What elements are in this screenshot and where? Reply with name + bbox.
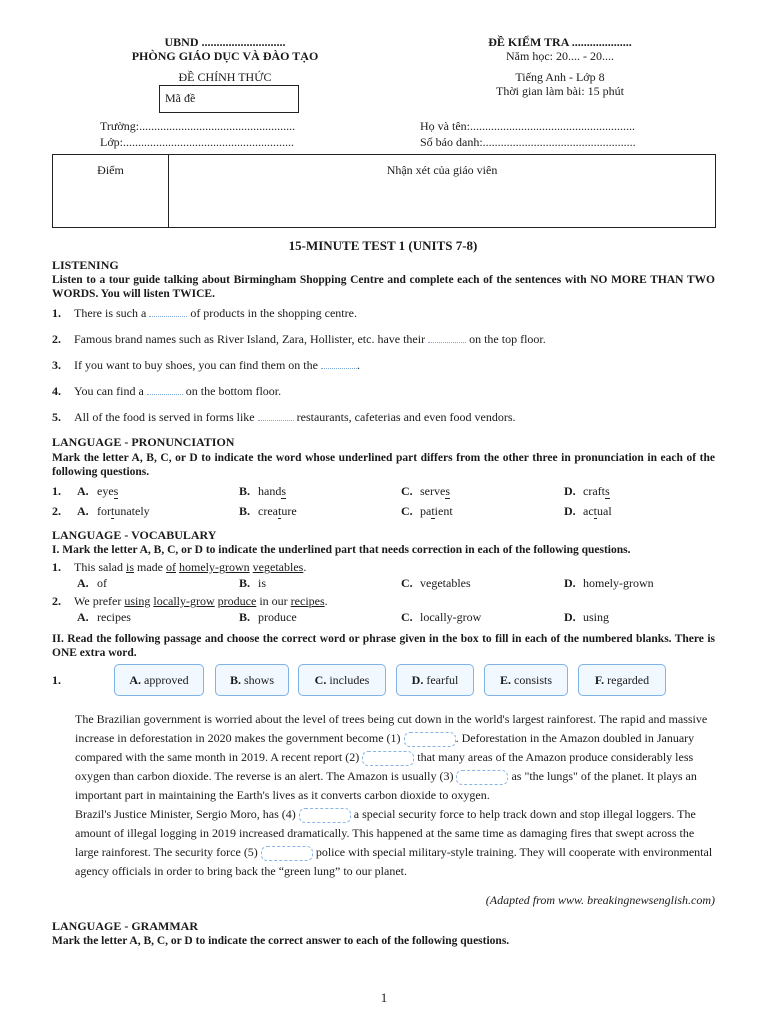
- exam-code-box: [159, 85, 299, 113]
- option-a-word: of: [97, 576, 107, 590]
- header-ubnd: UBND ............................: [164, 35, 286, 49]
- item-number: 1.: [52, 306, 61, 320]
- listening-item-4: [52, 382, 281, 399]
- word-option-f[interactable]: [578, 664, 666, 696]
- name-field: Họ và tên:.......................................................: [420, 119, 635, 133]
- option-d-letter[interactable]: D.: [564, 610, 576, 624]
- option-letter: D.: [411, 672, 424, 687]
- item-text: restaurants, cafeterias and even food vendors.: [296, 410, 516, 424]
- option-d-letter[interactable]: D.: [564, 484, 576, 498]
- answer-blank[interactable]: [147, 382, 183, 395]
- option-d-letter[interactable]: D.: [564, 504, 576, 518]
- question-number: 1.: [52, 484, 61, 498]
- option-letter: B.: [229, 672, 241, 687]
- option-c-word: locally-grow: [420, 610, 482, 624]
- listening-item-5: [52, 408, 516, 425]
- option-word: consists: [514, 672, 553, 687]
- option-a-word: recipes: [97, 610, 131, 624]
- option-c-letter[interactable]: C.: [401, 610, 413, 624]
- option-letter: A.: [129, 672, 141, 687]
- word-option-b[interactable]: [215, 664, 289, 696]
- score-label: Điểm: [97, 163, 124, 177]
- option-letter: E.: [499, 672, 511, 687]
- option-a-word: eyes: [97, 484, 119, 498]
- pronunciation-heading: LANGUAGE - PRONUNCIATION: [52, 435, 235, 449]
- option-a-letter[interactable]: A.: [77, 504, 89, 518]
- score-table: [52, 154, 716, 228]
- option-b-letter[interactable]: B.: [239, 504, 251, 518]
- class-field: Lớp:.........................................................: [100, 135, 295, 149]
- header-duration: Thời gian làm bài: 15 phút: [496, 84, 624, 98]
- answer-blank[interactable]: [149, 304, 187, 317]
- item-number: 2.: [52, 332, 61, 346]
- vocabulary-q2-sentence: 2. We prefer using locally-grow produce in our recipes.: [52, 594, 328, 608]
- option-c-letter[interactable]: C.: [401, 484, 413, 498]
- option-word: shows: [244, 672, 275, 687]
- listening-item-3: [52, 356, 360, 373]
- option-b-word: produce: [258, 610, 297, 624]
- option-b-word: creature: [258, 504, 297, 518]
- word-box-number: 1.: [52, 673, 61, 687]
- option-b-word: is: [258, 576, 267, 590]
- option-a-letter[interactable]: A.: [77, 610, 89, 624]
- option-c-word: serves: [420, 484, 450, 498]
- option-letter: C.: [314, 672, 327, 687]
- vocabulary-heading: LANGUAGE - VOCABULARY: [52, 528, 217, 542]
- option-a-letter[interactable]: A.: [77, 576, 89, 590]
- item-text: on the bottom floor.: [185, 384, 282, 398]
- item-text: on the top floor.: [469, 332, 546, 346]
- pronunciation-instruction: Mark the letter A, B, C, or D to indicate the word whose underlined part differs from the other three in pronunciation in each of the following questions.: [52, 452, 715, 478]
- vocabulary-q1-sentence: 1. This salad is made of homely-grown vegetables.: [52, 560, 307, 574]
- question-number: 2.: [52, 594, 61, 608]
- item-number: 5.: [52, 410, 61, 424]
- test-title: 15-MINUTE TEST 1 (UNITS 7-8): [288, 238, 478, 253]
- reading-passage: The Brazilian government is worried about the level of trees being cut down in the world's largest rainforest. The rapid and massive increase in deforestation in 2020 makes the government become (1) . Deforestation in the Amazon doubled in January compared with the same month in 2019. A recent report (2) that many areas of the Amazon produce considerably less oxygen than carbon dioxide. The reverse is an alert. The Amazon is usually (3) as "the lungs" of the planet. It plays an important part in maintaining the Earth's lives as it converts carbon dioxide to oxygen. Brazil's Justice Minister, Sergio Moro, has (4) a special security force to help track down and stop illegal loggers. The amount of illegal logging in 2019 increased dramatically. This happened at the same time as damaging fires that swept across the large rainforest. The security force (5) police with special military-style training. They will cooperate with environmental agency officials in order to bring back the “green lung” to our planet.: [75, 712, 713, 878]
- vocabulary-instruction-1: I. Mark the letter A, B, C, or D to indicate the underlined part that needs correction in each of the following questions.: [52, 544, 631, 556]
- passage-blank-4[interactable]: [299, 808, 351, 823]
- option-d-word: using: [583, 610, 610, 624]
- header-test: ĐỀ KIỂM TRA ....................: [488, 35, 632, 49]
- page-number: 1: [380, 990, 388, 1005]
- listening-instruction: Listen to a tour guide talking about Birmingham Shopping Centre and complete each of the sentences with NO MORE THAN TWO WORDS. You will listen TWICE.: [52, 274, 715, 300]
- listening-heading: LISTENING: [52, 258, 119, 272]
- option-c-letter[interactable]: C.: [401, 576, 413, 590]
- option-c-letter[interactable]: C.: [401, 504, 413, 518]
- option-a-word: fortunately: [97, 504, 150, 518]
- item-text: .: [356, 358, 360, 372]
- option-d-word: crafts: [583, 484, 610, 498]
- item-text: Famous brand names such as River Island, Zara, Hollister, etc. have their: [74, 332, 426, 346]
- item-number: 4.: [52, 384, 61, 398]
- option-c-word: vegetables: [420, 576, 471, 590]
- item-text: You can find a: [74, 384, 144, 398]
- grammar-heading: LANGUAGE - GRAMMAR: [52, 919, 198, 933]
- option-c-word: patient: [420, 504, 453, 518]
- word-option-c[interactable]: [298, 664, 386, 696]
- option-b-letter[interactable]: B.: [239, 610, 251, 624]
- candidate-number-field: Số báo danh:...................................................: [420, 135, 636, 149]
- item-number: 3.: [52, 358, 61, 372]
- word-option-d[interactable]: [396, 664, 474, 696]
- option-word: approved: [144, 672, 189, 687]
- question-number: 1.: [52, 560, 61, 574]
- item-text: If you want to buy shoes, you can find them on the: [74, 358, 318, 372]
- header-school-year: Năm học: 20.... - 20....: [506, 49, 614, 63]
- exam-code-label: Mã đề: [165, 91, 196, 105]
- item-text: of products in the shopping centre.: [190, 306, 357, 320]
- option-d-word: homely-grown: [583, 576, 654, 590]
- option-b-letter[interactable]: B.: [239, 484, 251, 498]
- option-b-word: hands: [258, 484, 286, 498]
- passage-blank-5[interactable]: [261, 846, 313, 861]
- passage-source: (Adapted from www. breakingnewsenglish.com): [485, 893, 715, 907]
- passage-blank-3[interactable]: [456, 770, 508, 785]
- option-letter: F.: [594, 672, 605, 687]
- word-option-e[interactable]: [484, 664, 568, 696]
- option-b-letter[interactable]: B.: [239, 576, 251, 590]
- option-word: includes: [329, 672, 370, 687]
- answer-blank[interactable]: [321, 356, 357, 369]
- item-text: All of the food is served in forms like: [74, 410, 255, 424]
- header-official: ĐỀ CHÍNH THỨC: [178, 70, 272, 84]
- teacher-comment-label: Nhận xét của giáo viên: [386, 163, 498, 177]
- option-word: regarded: [607, 672, 650, 687]
- passage-blank-2[interactable]: [362, 751, 414, 766]
- header-subject: Tiếng Anh - Lớp 8: [515, 70, 605, 84]
- answer-blank[interactable]: [428, 330, 466, 343]
- header-department: PHÒNG GIÁO DỤC VÀ ĐÀO TẠO: [131, 49, 319, 63]
- item-text: There is such a: [74, 306, 147, 320]
- passage-blank-1[interactable]: [404, 732, 456, 747]
- listening-item-2: [52, 330, 546, 347]
- option-word: fearful: [426, 672, 459, 687]
- option-d-letter[interactable]: D.: [564, 576, 576, 590]
- option-d-word: actual: [583, 504, 612, 518]
- question-number: 2.: [52, 504, 61, 518]
- word-option-a[interactable]: [114, 664, 204, 696]
- vocabulary-instruction-2: II. Read the following passage and choose the correct word or phrase given in the box to fill in each of the numbered blanks. There is ONE extra word.: [52, 633, 715, 659]
- answer-blank[interactable]: [258, 408, 294, 421]
- grammar-instruction: Mark the letter A, B, C, or D to indicate the correct answer to each of the following questions.: [52, 935, 510, 947]
- option-a-letter[interactable]: A.: [77, 484, 89, 498]
- school-field: Trường:....................................................: [100, 119, 296, 133]
- listening-item-1: [52, 304, 357, 321]
